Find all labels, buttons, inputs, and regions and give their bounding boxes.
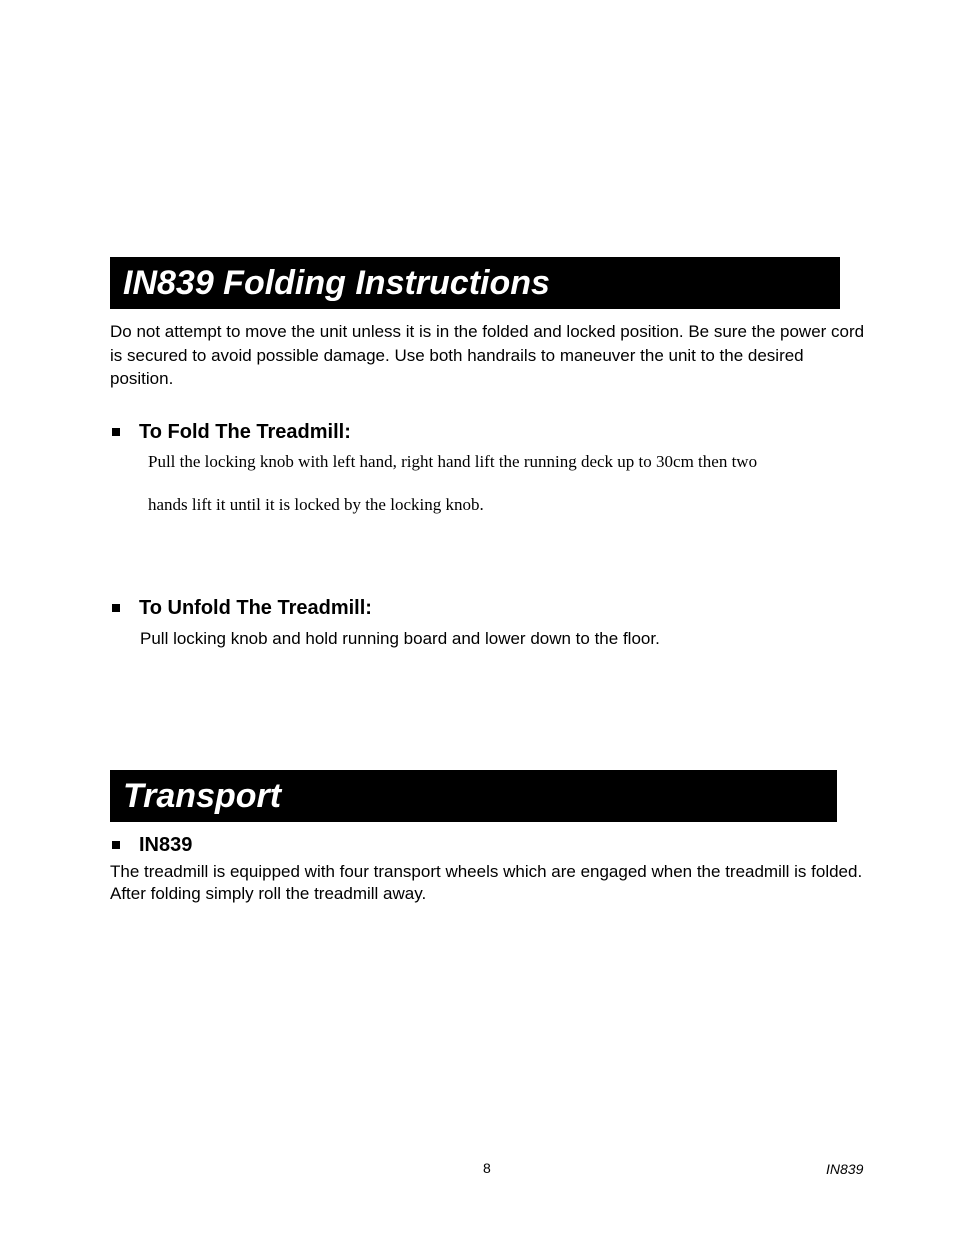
footer-model-label: IN839 [826, 1161, 864, 1177]
bullet-square-icon [112, 428, 120, 436]
folding-instructions-title: IN839 Folding Instructions [110, 257, 840, 309]
transport-model-heading: IN839 [139, 834, 193, 856]
fold-instruction-line-1: Pull the locking knob with left hand, right hand lift the running deck up to 30cm then two [148, 452, 758, 471]
transport-title: Transport [110, 770, 837, 822]
unfold-instruction: Pull locking knob and hold running board and lower down to the floor. [140, 629, 660, 648]
transport-paragraph: The treadmill is equipped with four transport wheels which are engaged when the treadmill is folded. After folding simply roll the treadmill away. [110, 862, 863, 903]
fold-heading: To Fold The Treadmill: [139, 421, 351, 443]
bullet-square-icon [112, 604, 120, 612]
folding-intro-paragraph: Do not attempt to move the unit unless it is in the folded and locked position. Be sure the power cord is secured to avoid possible damage. Use both handrails to maneuver the unit to the desired position. [110, 322, 865, 388]
page-number: 8 [483, 1160, 491, 1176]
fold-instruction-line-2: hands lift it until it is locked by the locking knob. [148, 495, 484, 514]
bullet-square-icon [112, 841, 120, 849]
unfold-heading: To Unfold The Treadmill: [139, 597, 372, 619]
